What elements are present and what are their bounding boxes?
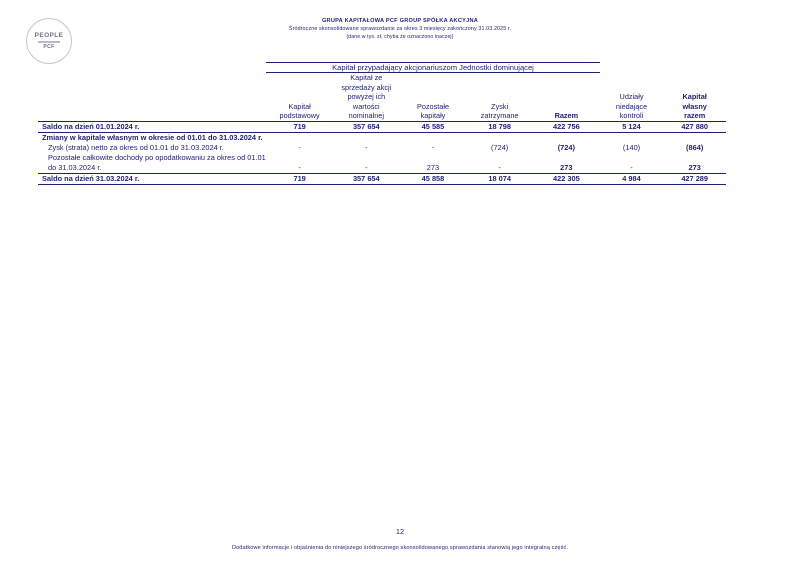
row-cell: 18 798 [466, 121, 533, 132]
row-cell: 427 880 [663, 121, 726, 132]
row-cell [466, 132, 533, 143]
row-cell: 427 289 [663, 173, 726, 184]
row-cell: 45 858 [400, 173, 467, 184]
row-cell: - [630, 162, 633, 172]
row-label: Saldo na dzień 01.01.2024 r. [38, 121, 266, 132]
column-header-razem: Razem [554, 111, 579, 121]
statement-of-changes-in-equity-table [38, 62, 726, 185]
row-cell: (864) [686, 142, 704, 152]
row-cell: 422 305 [533, 173, 600, 184]
table-row [38, 121, 726, 132]
header-subtitle: Śródroczne skonsolidowane sprawozdanie za okres 3 miesięcy zakończony 31.03.2025 r. [288, 26, 512, 32]
row-cell: 18 074 [466, 173, 533, 184]
group-header-label: Kapitał przypadający akcjonariuszom Jednostki dominującej [266, 63, 599, 73]
row-label: Zysk (strata) netto za okres od 01.01 do 31.03.2024 r. [48, 142, 224, 152]
logo-line-1: PEOPLE [34, 31, 64, 39]
row-cell: (140) [622, 142, 641, 152]
row-cell: 5 124 [600, 121, 664, 132]
row-cell: 273 [560, 162, 573, 172]
column-header-kapital-podstawowy: Kapitał podstawowy [279, 101, 320, 121]
column-header-zyski-zatrzymane: Zyski zatrzymane [480, 101, 519, 121]
page-number: 12 [395, 527, 405, 536]
table-row [38, 153, 726, 174]
group-header-spacer-right-1 [600, 63, 664, 73]
row-cell [266, 132, 333, 143]
row-cell: 4 984 [600, 173, 664, 184]
row-cell: - [431, 142, 435, 152]
logo-line-2: PCF [43, 43, 55, 50]
row-cell: (724) [557, 142, 575, 152]
row-cell [533, 132, 600, 143]
row-cell: 422 756 [533, 121, 600, 132]
row-cell: 719 [266, 173, 333, 184]
row-cell: 45 585 [400, 121, 467, 132]
row-cell [400, 132, 467, 143]
row-cell: - [365, 162, 368, 172]
row-cell: 273 [426, 162, 440, 172]
group-header-spacer [38, 63, 266, 73]
row-cell [663, 132, 726, 143]
document-header [0, 17, 800, 41]
row-cell: - [498, 162, 501, 172]
row-cell: - [298, 142, 301, 152]
group-header-spacer-right-2 [663, 63, 726, 73]
column-header-blank [38, 73, 266, 122]
table-row [38, 173, 726, 184]
row-cell: 719 [266, 121, 333, 132]
row-cell [600, 132, 664, 143]
column-header-kapital-ze-sprzedazy: Kapitał ze sprzedaży akcji powyżej ich wartości nominalnej [341, 73, 392, 121]
row-cell: 357 654 [333, 121, 400, 132]
footer-note: Dodatkowe informacje i objaśnienia do niniejszego śródrocznego skonsolidowanego sprawozdania stanowią jego integralną część. [231, 545, 569, 551]
table-column-header-row [38, 73, 726, 122]
column-header-udzialy-niedajace-kontroli: Udziały niedające kontroli [615, 92, 648, 121]
row-label: Saldo na dzień 31.03.2024 r. [38, 173, 266, 184]
header-units: (dane w tys. zł, chyba że oznaczono inaczej) [346, 34, 454, 40]
column-header-kapital-wlasny-razem: Kapitał własny razem [682, 92, 707, 121]
header-company-name: GRUPA KAPITAŁOWA PCF GROUP SPÓŁKA AKCYJNA [321, 18, 479, 24]
row-label: Pozostałe całkowite dochody po opodatkowaniu za okres od 01.01 do 31.03.2024 r. [48, 152, 266, 172]
row-cell: (724) [491, 142, 509, 152]
row-label: Zmiany w kapitale własnym w okresie od 01.01 do 31.03.2024 r. [42, 132, 263, 142]
row-cell: - [365, 142, 368, 152]
row-cell: 357 654 [333, 173, 400, 184]
row-cell: - [298, 162, 301, 172]
row-cell [333, 132, 400, 143]
table-group-header-row [38, 63, 726, 73]
table-row [38, 132, 726, 143]
table-row [38, 143, 726, 153]
column-header-pozostale-kapitaly: Pozostałe kapitały [416, 101, 449, 121]
row-cell: 273 [688, 162, 701, 172]
